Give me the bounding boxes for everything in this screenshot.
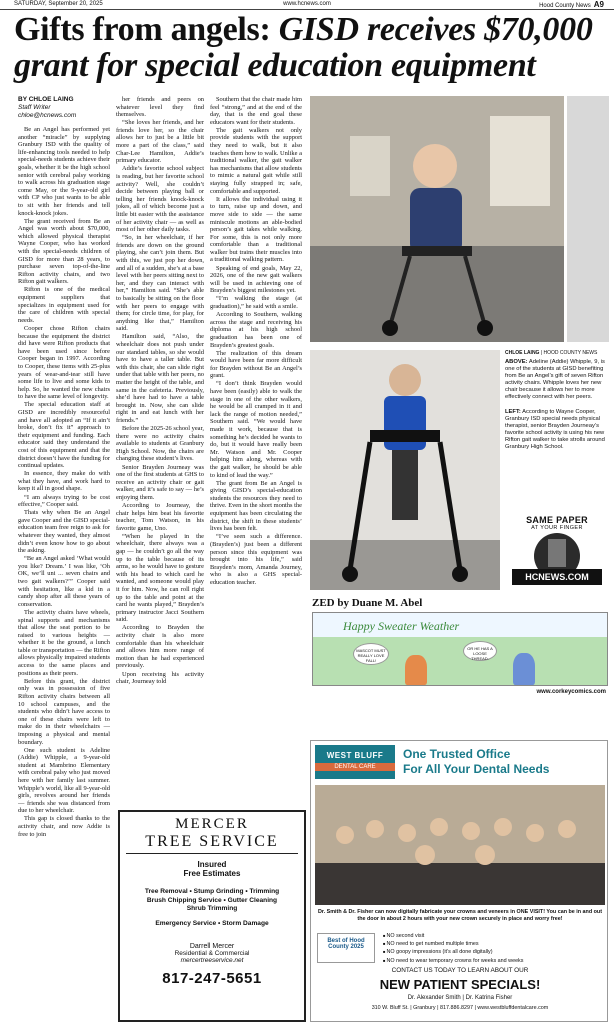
speech-bubble-2: OR HE HAS A LOOSE THREAD. bbox=[463, 641, 497, 661]
article-paragraph: The activity chairs have wheels, spinal supports and mechanisms that allow the seat portion to be raised to various heights — whether it be the ground, a lunch table or transportation — the Rifton allows physically impaired students access to the same places and positions as their peers. bbox=[18, 608, 110, 677]
article-paragraph: The realization of this dream would have been far more difficult for Brayden without Be an Angel’s grant. bbox=[210, 349, 302, 380]
dental-headline-2: For All Your Dental Needs bbox=[403, 762, 550, 776]
dental-message: Dr. Smith & Dr. Fisher can now digitally fabricate your crowns and veneers in ONE VISIT! You can be in and out the door in about 2 hours with your new crown securely in place and worry free! bbox=[317, 909, 603, 922]
mercer-subname: TREE SERVICE bbox=[126, 833, 298, 854]
article-paragraph: The grant from Be an Angel is giving GISD’s special-education students the resources they need to thrive. Even in the short months the equipment has been circulating the district, the shift in these students’ lives has been felt. bbox=[210, 479, 302, 533]
article-paragraph: “I’ve seen such a difference. (Brayden’s) just been a different person since this equipment was brought into his life,” said Brayden’s mom, Amanda Journey, who is also a GHS special-education teacher. bbox=[210, 533, 302, 586]
comic-title: ZED by Duane M. Abel bbox=[312, 597, 423, 609]
article-paragraph: This gap is closed thanks to the activity chair, and now Addie is free to join bbox=[18, 815, 110, 838]
caption-above bbox=[505, 359, 609, 401]
mercer-phone[interactable]: 817-247-5651 bbox=[162, 969, 262, 987]
clock-tower-badge bbox=[512, 533, 602, 591]
clock-tower-icon bbox=[548, 539, 566, 567]
list-item: ■ NO need to wear temporary crowns for weeks and weeks bbox=[383, 957, 603, 965]
dental-logo bbox=[315, 745, 395, 779]
hcnews-promo[interactable] bbox=[505, 515, 609, 593]
dental-headline-1: One Trusted Office bbox=[403, 747, 511, 761]
article-column-3 bbox=[210, 96, 302, 786]
dental-specials[interactable]: NEW PATIENT SPECIALS! bbox=[379, 977, 541, 992]
article-headline bbox=[14, 12, 606, 84]
list-item: ■ NO second visit bbox=[383, 932, 603, 940]
article-paragraph: “I’m walking the stage (at graduation),” he said with a smile. bbox=[210, 295, 302, 311]
promo-title: SAME PAPER bbox=[526, 515, 588, 525]
dental-headline bbox=[403, 747, 603, 777]
article-paragraph: According to Brayden the activity chair is also more comfortable than his wheelchair and allows him more range of motion than he had experienced previously. bbox=[116, 624, 204, 670]
comic-character-1 bbox=[405, 655, 427, 685]
mercer-website[interactable]: mercertreeservice.net bbox=[180, 956, 244, 964]
article-paragraph: “She loves her friends, and her friends love her, so the chair allows her to just be a little bit more a part of the class,” said Char-Lee Hamilton, Addie’s primary educator. bbox=[116, 119, 204, 165]
masthead-bar bbox=[0, 0, 614, 10]
article-paragraph: “When he played in the wheelchair, there always was a gap — he couldn’t go all the way up to the table because of its arms, so he would have to gesture with his head to which card he wanted, and someone would play it for him. Now, he can roll right up to the table and point at the card he wants played,” Brayden’s primary instructor Jacci Southern said. bbox=[116, 532, 204, 624]
ad-west-bluff-dental[interactable] bbox=[310, 740, 608, 1022]
article-paragraph: Addie’s favorite school subject is reading, but her favorite school activity? Well, she couldn’t decide between playing ball or telling her friends knock-knock jokes, all of which become just a little bit easier with the assistance of her activity chair — as well as most of her other daily tasks. bbox=[116, 165, 204, 234]
photo-brayden-gait-walker bbox=[310, 350, 500, 590]
article-paragraph: In essence, they make do with what they have, and work hard to keep it all in good shape. bbox=[18, 470, 110, 493]
promo-url[interactable]: HCNEWS.COM bbox=[512, 569, 602, 585]
photo-captions bbox=[505, 350, 609, 451]
article-paragraph: Rifton is one of the medical equipment suppliers that specializes in equipment used for the care of children with special needs. bbox=[18, 286, 110, 324]
paper-name: Hood County News bbox=[539, 3, 591, 9]
dental-address[interactable]: 310 W. Bluff St. | Granbury | 817.886.8297 | www.westbluffdentalcare.com bbox=[371, 1005, 549, 1011]
article-paragraph: Before the 2025-26 school year, there were no activity chairs available to students at Granbury High School. Now, the chairs are changing these student’s lives. bbox=[116, 425, 204, 463]
comic-character-2 bbox=[513, 653, 535, 685]
caption-left-text: According to Wayne Cooper, Granbury ISD special needs physical therapist, senior Brayden Journeay’s favorite school activity is using his new Rifton gait walker to take strolls around Granbury High School. bbox=[505, 409, 605, 450]
headline-part2: GISD receives $70,000 grant for special education equipment bbox=[14, 11, 593, 84]
photo-credit bbox=[505, 350, 609, 357]
promo-subtitle: AT YOUR FINGER bbox=[531, 525, 583, 531]
article-paragraph: Southern that the chair made him feel “strong,” and at the end of the day, that is the end goal these educators want for their students. bbox=[210, 96, 302, 126]
credit-name: CHLOE LAING bbox=[505, 350, 540, 356]
caption-above-label: ABOVE: bbox=[505, 359, 528, 365]
mercer-services-3: Shrub Trimming bbox=[186, 905, 238, 913]
comic-strip bbox=[312, 612, 608, 686]
article-paragraph: Speaking of end goals, May 22, 2026, one of the new gait walkers will be used in achieving one of Brayden’s biggest milestones yet. bbox=[210, 264, 302, 295]
list-item: ■ NO goopy impressions (it’s all done digitally) bbox=[383, 948, 603, 956]
article-paragraph: “So, in her wheelchair, if her friends are down on the ground playing, she can’t join them. But with this, we just pop her down, and all of a sudden, she’s at a base level with her peers sitting next to her, and they can interact with her,” Hamilton said. “She’s able to basically be sitting on the floor with her peers to engage with them; for circle time, for play, for anything like that,” Hamilton said. bbox=[116, 234, 204, 333]
speech-bubble-1: MASCOT MUST REALLY LOVE FALL! bbox=[353, 643, 389, 665]
byline-role: Staff Writer bbox=[18, 104, 51, 111]
page-number: A9 bbox=[593, 0, 604, 9]
article-paragraph: Be an Angel has performed yet another “miracle” by supplying Granbury ISD with the quality of life-enhancing tools needed to help special-needs students achieve their goals, whether it be the high school senior with cerebral palsy working to walk across his graduation stage come May, or the 9-year-old girl with CP who just wants to be able to sit with her friends and tell knock-knock jokes. bbox=[18, 126, 110, 217]
article-paragraph: Senior Brayden Journeay was one of the first students at GHS to receive an activity chair or gait walker, and it’s safe to say — he’s enjoying them. bbox=[116, 463, 204, 501]
article-column-1 bbox=[18, 126, 110, 1022]
article-paragraph: Hamilton said, “Also, the wheelchair does not push under our standard tables, so she would have to have a taller table. But with this chair, she can slide right under that table with her peers, no matter the height of the table, and same in the cafeteria. Previously, she’d have had to have a table brought in. Now, she can slide right in and eat lunch with her friends.” bbox=[116, 333, 204, 424]
article-paragraph: “I don’t think Brayden would have been (easily) able to walk the stage in one of the other walkers, he would be all cramped in it and lack the range of motion needed,” Southern said. “We would have made it work, because that is something he’s decided he wants to do, but it would have really been Mr. Watson and Mr. Cooper helping him along, whereas with the gait walker, he should be able to kind of lead the way.” bbox=[210, 380, 302, 479]
article-paragraph: her friends and peers on whatever level they find themselves. bbox=[116, 96, 204, 119]
headline-part1: Gifts from angels: bbox=[14, 11, 279, 48]
mercer-emergency: Emergency Service • Storm Damage bbox=[155, 919, 269, 927]
dental-doctors: Dr. Alexander Smith | Dr. Katrina Fisher bbox=[407, 995, 513, 1001]
list-item: ■ NO need to get numbed multiple times bbox=[383, 940, 603, 948]
byline bbox=[18, 96, 110, 120]
photo-addie-activity-chair bbox=[310, 96, 564, 342]
credit-org: | HOOD COUNTY NEWS bbox=[539, 350, 598, 356]
dental-staff-photo bbox=[315, 785, 605, 905]
article-paragraph: According to Journeay, the chair helps him beat his favorite teacher, Tom Watson, in his favorite game, Uno. bbox=[116, 501, 204, 532]
mercer-services bbox=[120, 888, 304, 914]
article-paragraph: Thats why when Be an Angel gave Cooper and the GISD special-education team free reign to ask for whatever they wanted, they almost didn’t even know how to go about the asking. bbox=[18, 509, 110, 555]
caption-left-label: LEFT: bbox=[505, 409, 521, 415]
dental-benefits-list bbox=[383, 932, 603, 965]
masthead-site[interactable]: www.hcnews.com bbox=[283, 1, 331, 7]
article-paragraph: Upon receiving his activity chair, Journeay told bbox=[116, 670, 204, 686]
ad-mercer-tree-service[interactable] bbox=[118, 810, 306, 1022]
mercer-estimates: Free Estimates bbox=[183, 869, 241, 878]
article-paragraph: The grant received from Be an Angel was worth about $70,000, which allowed physical therapist Wayne Cooper, who has worked with the special-needs children of GISD for more than 28 years, to purchase seven top-of-the-line Rifton activity chairs, and two Rifton gait walkers. bbox=[18, 217, 110, 286]
article-paragraph: One such student is Adeline (Addie) Whipple, a 9-year-old student at Mambrino Elementary with cerebral palsy who just moved here with her family last summer. Whipple’s world, like all 9-year-old girls, revolves around her friends — friends she was distanced from due to her wheelchair. bbox=[18, 746, 110, 815]
article-paragraph: The special education staff at GISD are incredibly resourceful and have all adopted an “If it ain’t broke, don’t fix it” approach to their equipment and funding. Each educator said they understand the cost of this equipment and that the district doesn’t have the funding for continual updates. bbox=[18, 401, 110, 470]
masthead-date: SATURDAY, September 20, 2025 bbox=[14, 1, 103, 7]
best-of-badge: Best of Hood County 2025 bbox=[317, 933, 375, 963]
caption-left bbox=[505, 409, 609, 451]
mercer-services-2: Brush Chipping Service • Gutter Cleaning bbox=[146, 896, 278, 904]
article-paragraph: According to Southern, walking across the stage and receiving his diploma at his high school graduation has been one of Brayden’s greatest goals. bbox=[210, 311, 302, 349]
dental-logo-name: WEST BLUFF bbox=[326, 751, 384, 760]
article-paragraph: Before this grant, the district only was in possession of five Rifton activity chairs between all 10 school campuses, and the students who didn’t have access to one of these chairs were left to make do in their wheelchairs — imposing a physical and mental boundary. bbox=[18, 677, 110, 746]
mercer-insured: Insured bbox=[197, 860, 227, 869]
dental-cta: CONTACT US TODAY TO LEARN ABOUT OUR bbox=[391, 967, 529, 974]
comic-banner: Happy Sweater Weather bbox=[343, 619, 460, 633]
article-paragraph: The gait walkers not only provide students with the support they need to walk, but it also teaches them how to walk. Unlike a traditional walker, the gait walker has mechanisms that allow students to mimic a natural gait while still staying fully strapped in; safe, comfortable and supported. bbox=[210, 126, 302, 195]
article-paragraph: Cooper chose Rifton chairs because the equipment the district did have were Rifton products that have been used since before Cooper began in 1997. According to Cooper, these items with 25-plus years of wear-and-tear still have some life to live and some kids to help. So, he wanted the new chairs to have the same level of longevity. bbox=[18, 324, 110, 401]
mercer-services-1: Tree Removal • Stump Grinding • Trimming bbox=[144, 888, 280, 895]
article-column-2 bbox=[116, 96, 204, 810]
article-paragraph: It allows the individual using it to turn, raise up and down, and move side to side — the same miniscule motions an able-bodied person’s gait takes while walking. For some, this is not only more comfortable than a traditional walker but trains their muscles into a traditional walking pattern. bbox=[210, 195, 302, 264]
masthead-paper bbox=[539, 0, 604, 11]
mercer-type: Residential & Commercial bbox=[174, 949, 250, 957]
article-paragraph: “Be an Angel asked ‘What would you like? Dream.’ I was like, ‘Oh OK, we’ll uni ... seven chairs and two gait walkers?’” Cooper said with hesitation, like a kid in a candy shop after all these years of conservation. bbox=[18, 555, 110, 608]
byline-email[interactable]: chloe@hcnews.com bbox=[18, 112, 77, 119]
photo-edge-strip bbox=[567, 96, 609, 342]
byline-name: BY CHLOE LAING bbox=[18, 96, 74, 103]
mercer-name: MERCER bbox=[175, 816, 249, 832]
dental-logo-sub: DENTAL CARE bbox=[315, 763, 395, 771]
comic-url[interactable]: www.corkeycomics.com bbox=[536, 689, 606, 695]
caption-above-text: Adeline (Addie) Whipple, 9, is one of the students at GISD benefiting from Be an Angel’s gift of seven Rifton activity chairs. Whipple loves her new chair because it allows her to more effectively connect with her peers. bbox=[505, 359, 605, 400]
mercer-owner: Darrell Mercer bbox=[189, 942, 235, 950]
article-paragraph: “I am always trying to be cost effective,” Cooper said. bbox=[18, 493, 110, 509]
